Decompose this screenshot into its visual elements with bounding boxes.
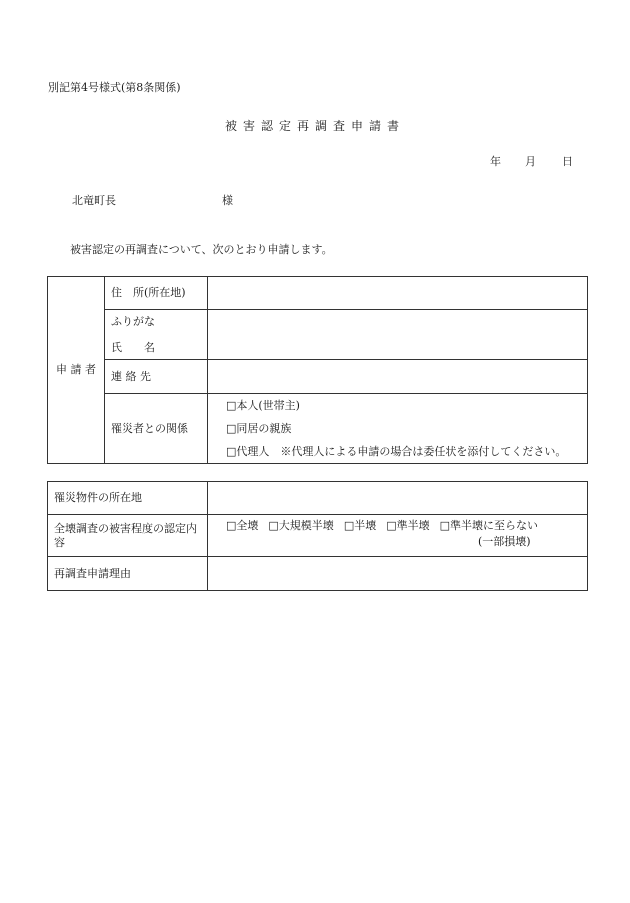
degree-option-below-semi-half[interactable]: □準半壊に至らない <box>439 519 539 532</box>
contact-label-cell <box>105 360 208 394</box>
addressee: 北竜町長 <box>72 194 116 207</box>
degree-options-cell <box>208 515 588 557</box>
reason-label: 再調査申請理由 <box>54 566 131 580</box>
document-title: 被害認定再調査申請書 <box>224 119 405 133</box>
property-table <box>47 481 588 591</box>
location-field[interactable] <box>208 482 588 515</box>
contact-label: 連 絡 先 <box>111 369 151 383</box>
address-label: 住 所(所在地) <box>111 286 186 300</box>
degree-option-large-half[interactable]: □大規模半壊 <box>268 519 334 532</box>
date-month-label: 月 <box>525 155 536 168</box>
relation-option-family[interactable]: □同居の親族 <box>226 421 292 435</box>
contact-field[interactable] <box>208 360 588 394</box>
relation-label: 罹災者との関係 <box>111 421 188 435</box>
relation-options-cell <box>208 394 588 464</box>
date-day-label: 日 <box>562 155 573 168</box>
degree-label-cell <box>48 515 208 557</box>
date-year-label: 年 <box>490 155 501 168</box>
degree-option-half[interactable]: □半壊 <box>343 519 377 532</box>
address-field[interactable] <box>208 277 588 310</box>
honorific: 様 <box>222 194 233 207</box>
applicant-section-label: 申 請 者 <box>56 363 96 377</box>
form-number-label: 別記第4号様式(第8条関係) <box>48 81 181 94</box>
degree-option-total-collapse[interactable]: □全壊 <box>226 519 259 532</box>
applicant-table <box>47 276 588 464</box>
relation-option-proxy[interactable]: □代理人 ※代理人による申請の場合は委任状を添付してください。 <box>226 444 567 458</box>
relation-option-self[interactable]: □本人(世帯主) <box>226 398 300 412</box>
location-label: 罹災物件の所在地 <box>54 491 142 505</box>
degree-note: (一部損壊) <box>478 535 531 549</box>
address-label-cell <box>105 277 208 310</box>
location-label-cell <box>48 482 208 515</box>
relation-label-cell <box>105 394 208 464</box>
name-label-cell <box>105 310 208 360</box>
name-label: 氏 名 <box>111 340 155 354</box>
name-field[interactable] <box>208 310 588 360</box>
furigana-label: ふりがな <box>111 315 155 329</box>
reason-label-cell <box>48 557 208 591</box>
intro-text: 被害認定の再調査について、次のとおり申請します。 <box>70 243 333 256</box>
reason-field[interactable] <box>208 557 588 591</box>
degree-label: 全壊調査の被害程度の認定内容 <box>54 522 197 549</box>
applicant-section-header <box>48 277 105 464</box>
degree-option-semi-half[interactable]: □準半壊 <box>386 519 430 532</box>
